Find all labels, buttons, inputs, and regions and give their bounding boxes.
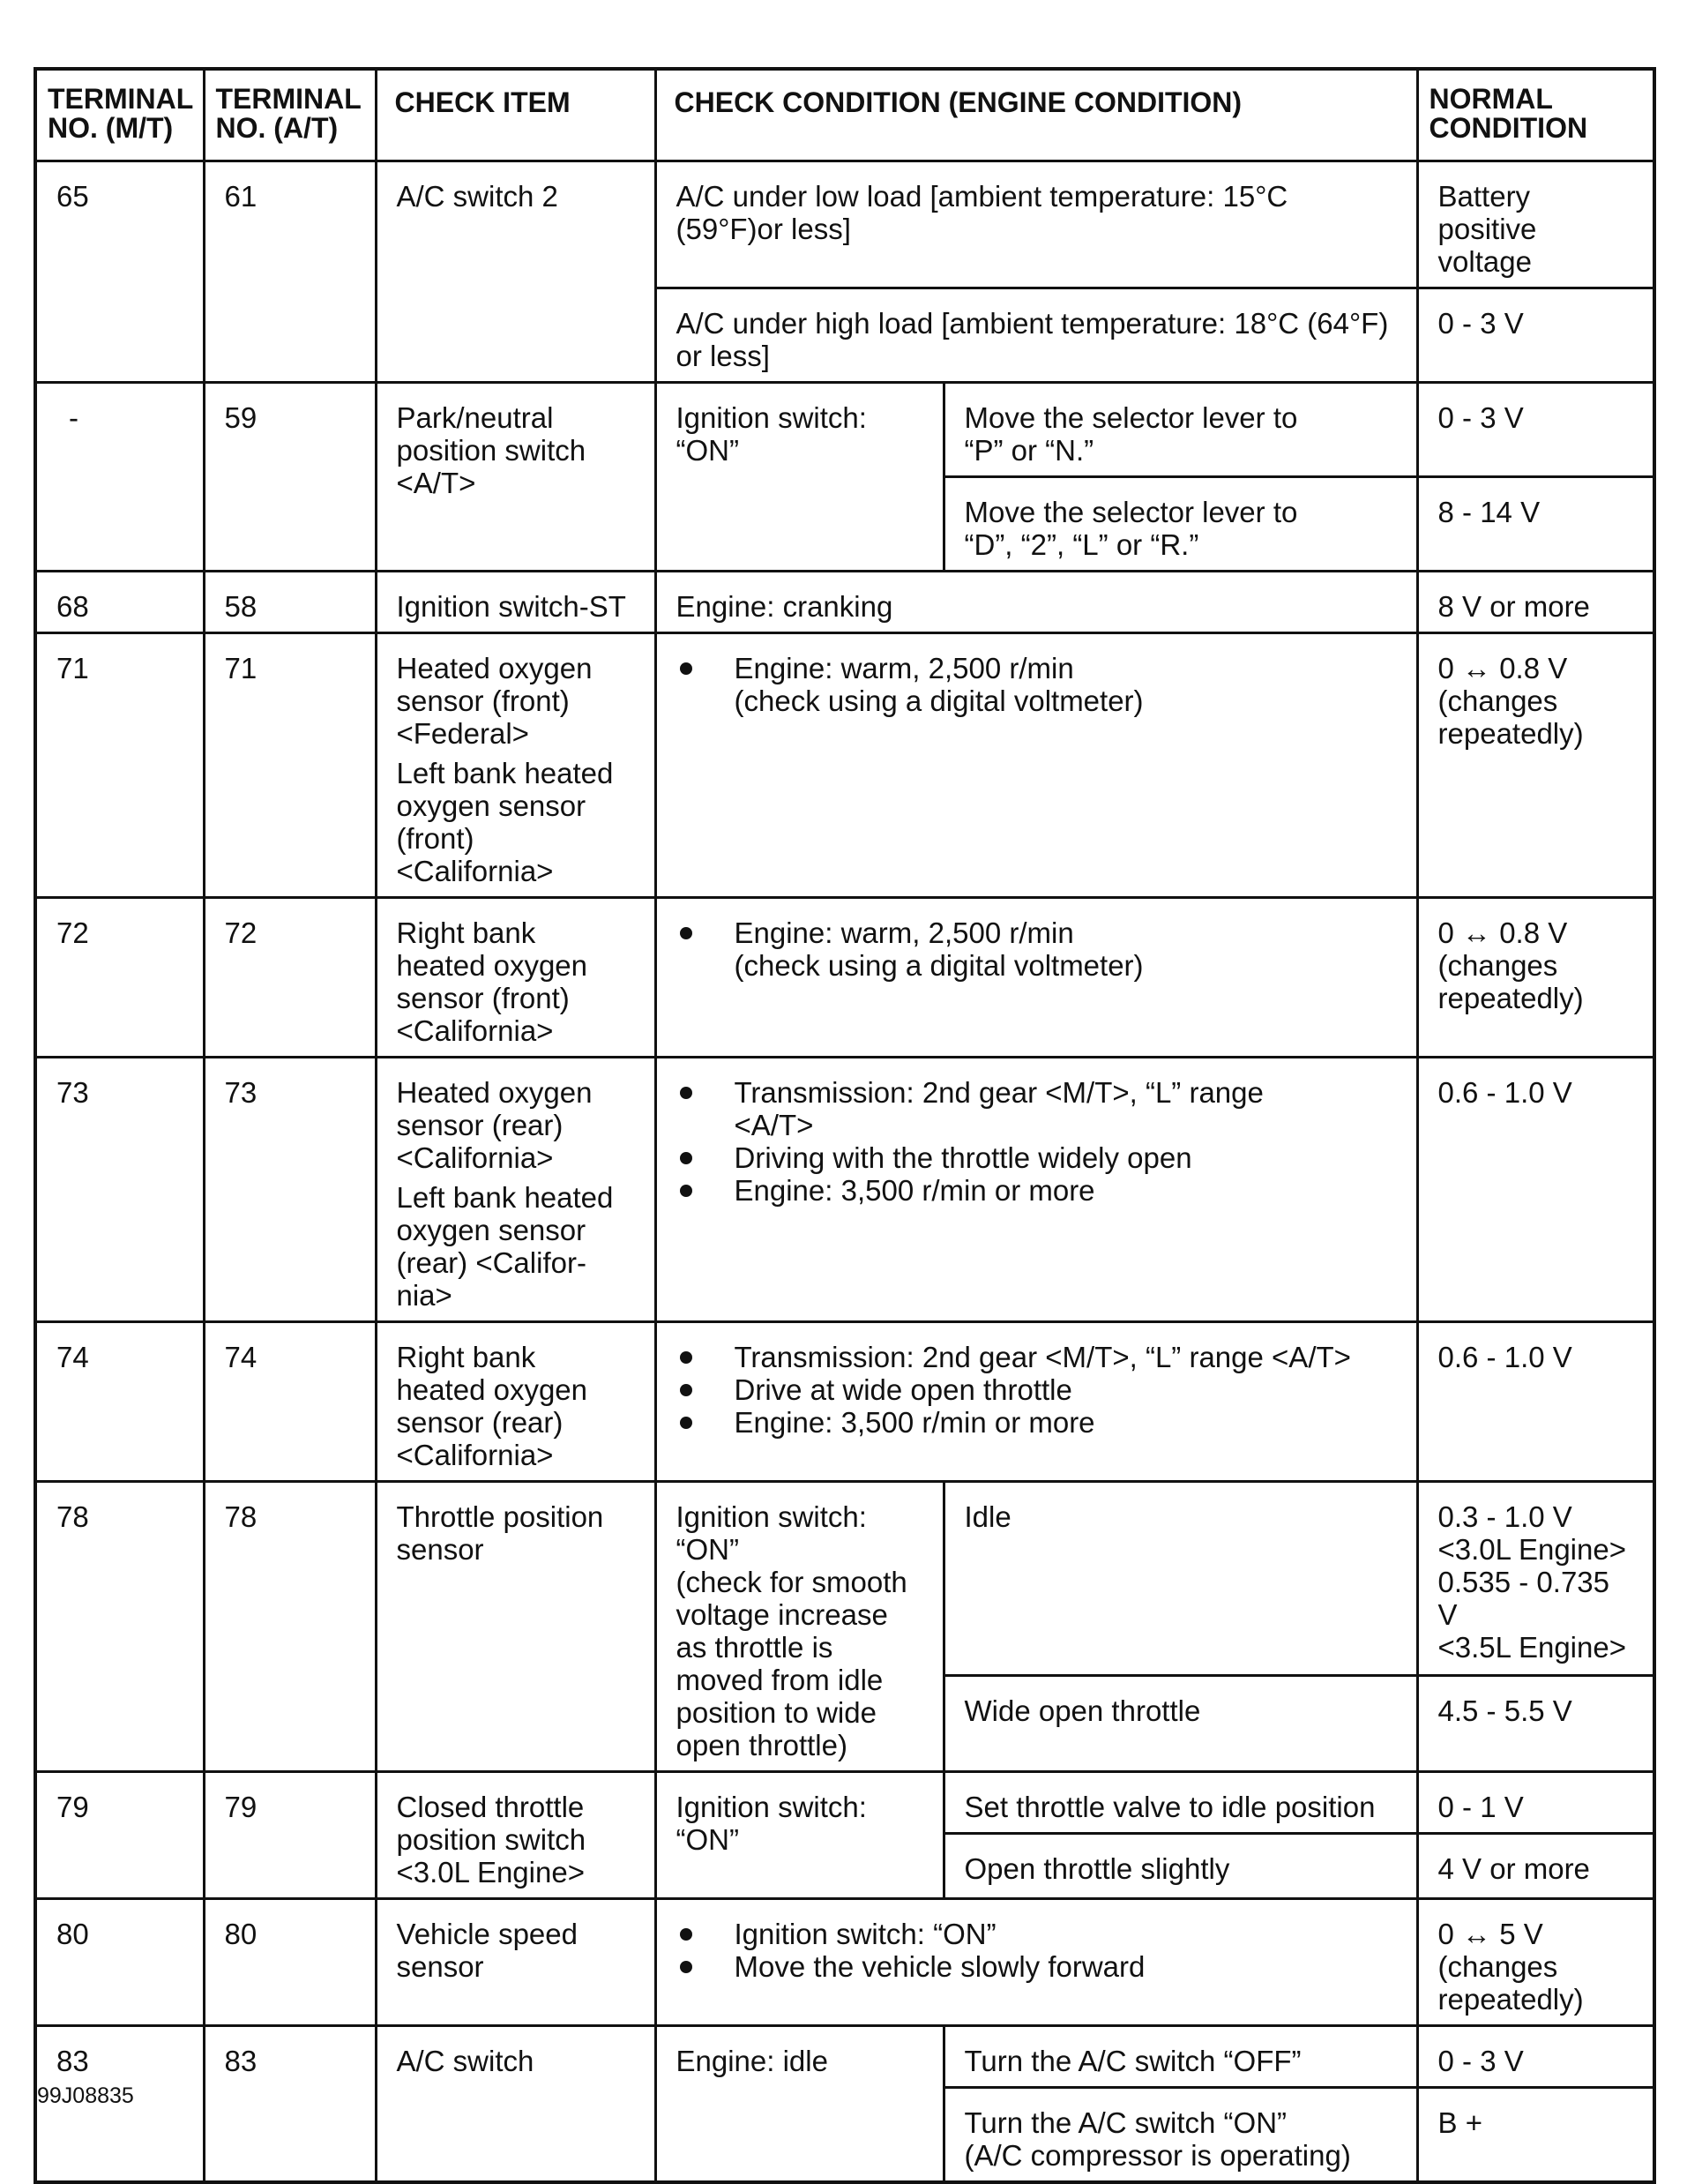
condition-text: position to wide [676,1695,877,1729]
sub-condition-text: Turn the A/C switch “ON” [964,2105,1288,2139]
table-row [35,1057,1654,1321]
normal-condition-cell: 0.6 - 1.0 V [1417,1057,1654,1321]
terminal-at-cell: 74 [204,1321,376,1481]
item-text: Heated oxygen [396,651,593,684]
condition-bullet-list [676,916,1399,982]
header-text: NO. (M/T) [48,112,174,144]
terminal-mt-cell: 68 [35,571,204,632]
condition-bullet-list [676,652,1399,717]
item-text: <California> [396,1013,554,1047]
normal-text: 0 ↔ 0.8 V [1437,916,1568,949]
terminal-at-cell: 79 [204,1771,376,1898]
table-row [35,1771,1654,1834]
condition-text: (59°F)or less] [676,212,851,245]
condition-bullet: Engine: 3,500 r/min or more [676,1174,1399,1207]
sub-condition-cell: Open throttle slightly [944,1834,1417,1898]
item-text: Right bank [396,1340,536,1373]
header-text: TERMINAL [215,83,362,115]
header-text: NO. (A/T) [215,112,339,144]
sub-condition-cell [944,476,1417,571]
terminal-mt-cell: 71 [35,632,204,897]
normal-condition-cell [1417,632,1654,897]
header-text: TERMINAL [48,83,194,115]
terminal-at-cell: 72 [204,897,376,1057]
terminal-mt-cell: 83 [35,2025,204,2182]
terminal-at-cell: 59 [204,382,376,571]
table-row [35,382,1654,476]
item-text: <A/T> [396,466,476,499]
check-item-cell: A/C switch 2 [376,161,655,382]
condition-bullet: Driving with the throttle widely open [676,1141,1399,1174]
condition-bullet-list [676,1918,1399,1983]
normal-text: 0 ↔ 5 V [1437,1917,1543,1950]
normal-text: <3.5L Engine> [1437,1630,1626,1664]
sub-condition-cell: Wide open throttle [944,1676,1417,1771]
sub-condition-cell [944,2087,1417,2182]
bullet-text: (check using a digital voltmeter) [734,684,1144,717]
condition-text: (check for smooth [676,1565,907,1598]
table-row [35,1898,1654,2025]
condition-bullet: Drive at wide open throttle [676,1373,1399,1406]
sub-condition-text: “P” or “N.” [964,433,1094,467]
item-text: <3.0L Engine> [396,1855,585,1889]
normal-text: 0.535 - 0.735 V [1437,1565,1610,1631]
check-item-cell [376,1898,655,2025]
condition-text: “ON” [676,433,739,467]
item-text: <California> [396,1141,554,1174]
condition-bullet: Ignition switch: “ON” [676,1918,1399,1950]
normal-condition-cell: 8 V or more [1417,571,1654,632]
normal-condition-cell: 0.6 - 1.0 V [1417,1321,1654,1481]
check-condition-cell: Engine: cranking [655,571,1417,632]
check-item-cell [376,1771,655,1898]
condition-bullet: Transmission: 2nd gear <M/T>, “L” range <A/T> [676,1341,1399,1373]
header-terminal-at [204,69,376,161]
bullet-text: Transmission: 2nd gear <M/T>, “L” range [734,1075,1264,1109]
check-item-cell: Ignition switch-ST [376,571,655,632]
normal-text: repeatedly) [1437,981,1584,1014]
terminal-mt-cell: 65 [35,161,204,382]
sub-condition-text: (A/C compressor is operating) [964,2138,1351,2172]
condition-text: Ignition switch: [676,1790,867,1823]
sub-condition-cell: Set throttle valve to idle position [944,1771,1417,1834]
item-text: heated oxygen [396,948,588,982]
terminal-mt-cell: 74 [35,1321,204,1481]
terminal-mt-cell [35,382,204,571]
item-text: <California> [396,854,554,887]
normal-condition-cell: 0 - 3 V [1417,288,1654,382]
check-item-cell [376,1321,655,1481]
condition-bullet [676,652,1399,717]
normal-text: Battery positive [1437,179,1537,245]
normal-text: repeatedly) [1437,716,1584,750]
normal-text: voltage [1437,244,1532,278]
condition-text: “ON” [676,1822,739,1856]
normal-condition-cell: 4.5 - 5.5 V [1417,1676,1654,1771]
item-text: Heated oxygen [396,1075,593,1109]
sub-condition-cell: Idle [944,1481,1417,1676]
condition-text: Ignition switch: [676,1500,867,1533]
header-text: CONDITION [1429,112,1588,144]
bullet-text: (check using a digital voltmeter) [734,948,1144,982]
table-row [35,1481,1654,1676]
condition-text: “ON” [676,1532,739,1566]
bullet-text: Engine: warm, 2,500 r/min [734,651,1074,684]
check-condition-cell [655,1481,944,1771]
header-row [35,69,1654,161]
check-condition-cell [655,632,1417,897]
check-condition-cell [655,1898,1417,2025]
terminal-at-cell: 61 [204,161,376,382]
check-condition-cell [655,161,1417,288]
sub-condition-cell: Turn the A/C switch “OFF” [944,2025,1417,2087]
normal-condition-cell: 0 - 1 V [1417,1771,1654,1834]
terminal-at-cell: 78 [204,1481,376,1771]
terminal-mt-cell: 73 [35,1057,204,1321]
header-text: NORMAL [1429,83,1553,115]
item-text: sensor (rear) [396,1405,564,1439]
normal-text: <3.0L Engine> [1437,1532,1626,1566]
normal-condition-cell [1417,897,1654,1057]
item-text: sensor [396,1532,484,1566]
item-text: Right bank [396,916,536,949]
item-text: <Federal> [396,716,529,750]
condition-bullet-list [676,1341,1399,1439]
terminal-at-cell: 73 [204,1057,376,1321]
header-text: CHECK CONDITION (ENGINE CONDITION) [674,86,1243,118]
check-condition-cell [655,1321,1417,1481]
check-item-cell [376,632,655,897]
figure-reference-code: 99J08835 [37,2083,134,2108]
normal-condition-cell [1417,1481,1654,1676]
normal-text: (changes [1437,948,1558,982]
condition-bullet: Move the vehicle slowly forward [676,1950,1399,1983]
condition-text: or less] [676,339,770,372]
sub-condition-text: “D”, “2”, “L” or “R.” [964,527,1199,561]
header-terminal-mt [35,69,204,161]
bullet-text: <A/T> [734,1108,814,1141]
table-row [35,897,1654,1057]
check-item-cell [376,382,655,571]
normal-condition-cell [1417,161,1654,288]
terminal-at-cell: 58 [204,571,376,632]
header-check-item [376,69,655,161]
check-item-cell [376,1481,655,1771]
terminal-check-table [34,67,1656,2184]
normal-condition-cell: 8 - 14 V [1417,476,1654,571]
terminal-mt-cell: 79 [35,1771,204,1898]
header-normal-condition [1417,69,1654,161]
condition-text: Ignition switch: [676,400,867,434]
table-row [35,571,1654,632]
item-text: position switch [396,1822,586,1856]
item-text: Vehicle speed [396,1917,578,1950]
condition-text: A/C under low load [ambient temperature: 15°C [676,179,1288,213]
check-item-cell [376,1057,655,1321]
terminal-at-cell: 83 [204,2025,376,2182]
normal-text: (changes [1437,684,1558,717]
check-condition-cell [655,382,944,571]
item-text: sensor (front) [396,684,570,717]
item-text: (front) [396,821,474,855]
condition-text: open throttle) [676,1728,847,1761]
item-text: nia> [396,1278,452,1312]
normal-condition-cell [1417,1898,1654,2025]
check-condition-cell: Engine: idle [655,2025,944,2182]
terminal-mt-cell: 78 [35,1481,204,1771]
table-row [35,1321,1654,1481]
item-text: sensor [396,1949,484,1983]
table-row [35,2025,1654,2087]
normal-condition-cell: 4 V or more [1417,1834,1654,1898]
normal-condition-cell: 0 - 3 V [1417,2025,1654,2087]
item-text: Throttle position [396,1500,604,1533]
header-text: CHECK ITEM [394,86,571,118]
condition-bullet-list [676,1076,1399,1207]
sub-condition-cell [944,382,1417,476]
sub-condition-text: Move the selector lever to [964,400,1298,434]
check-condition-cell [655,1057,1417,1321]
terminal-mt-cell: 80 [35,1898,204,2025]
item-text: heated oxygen [396,1372,588,1406]
table-row [35,161,1654,288]
item-text: (rear) <Califor- [396,1245,586,1279]
item-text: oxygen sensor [396,1213,586,1246]
normal-text: repeatedly) [1437,1982,1584,2016]
item-text: <California> [396,1438,554,1471]
check-condition-cell [655,1771,944,1898]
dash-text: - [69,400,78,434]
condition-text: moved from idle [676,1663,884,1696]
check-item-cell: A/C switch [376,2025,655,2182]
normal-text: 0 ↔ 0.8 V [1437,651,1568,684]
terminal-check-table-sheet [34,67,1653,2184]
normal-text: (changes [1437,1949,1558,1983]
table-row [35,632,1654,897]
check-item-cell [376,897,655,1057]
item-text: Park/neutral [396,400,554,434]
item-text: sensor (rear) [396,1108,564,1141]
condition-text: as throttle is [676,1630,833,1664]
normal-text: 0.3 - 1.0 V [1437,1500,1572,1533]
item-text: Left bank heated [396,1180,614,1214]
item-text: oxygen sensor [396,789,586,822]
condition-text: A/C under high load [ambient temperature: 18°C (64°F) [676,306,1389,340]
normal-condition-cell: B + [1417,2087,1654,2182]
terminal-at-cell: 80 [204,1898,376,2025]
check-condition-cell [655,897,1417,1057]
normal-condition-cell: 0 - 3 V [1417,382,1654,476]
header-check-condition [655,69,1417,161]
item-text: Closed throttle [396,1790,585,1823]
terminal-at-cell: 71 [204,632,376,897]
item-text: sensor (front) [396,981,570,1014]
check-condition-cell [655,288,1417,382]
terminal-mt-cell: 72 [35,897,204,1057]
condition-text: voltage increase [676,1597,888,1631]
item-text: Left bank heated [396,756,614,789]
sub-condition-text: Move the selector lever to [964,495,1298,528]
condition-bullet: Engine: 3,500 r/min or more [676,1406,1399,1439]
item-text: position switch [396,433,586,467]
bullet-text: Engine: warm, 2,500 r/min [734,916,1074,949]
condition-bullet [676,916,1399,982]
condition-bullet [676,1076,1399,1141]
